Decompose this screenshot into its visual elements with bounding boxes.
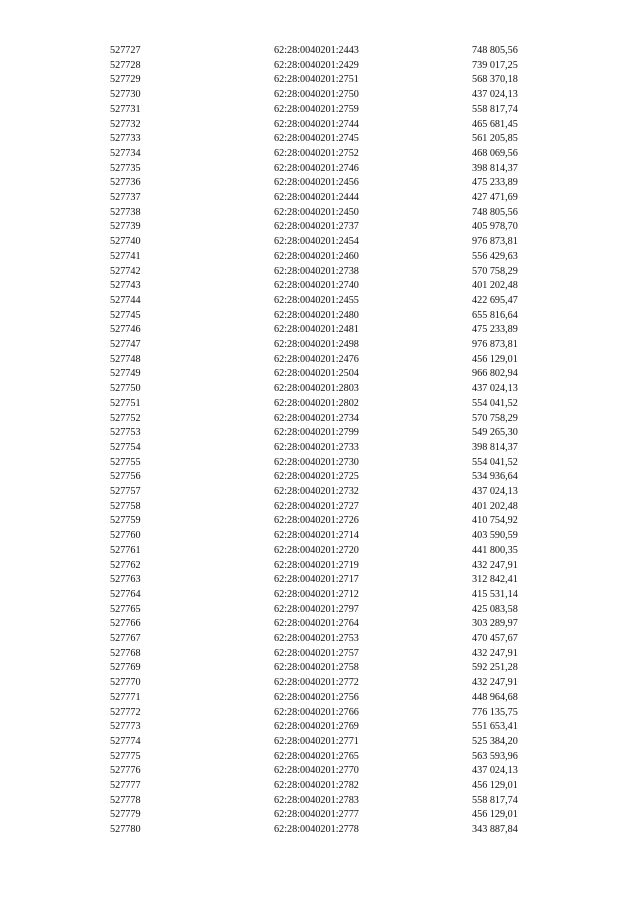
cadastral-value: 312 842,41 — [472, 574, 518, 586]
row-number: 527728 — [110, 59, 141, 71]
row-number: 527738 — [110, 206, 141, 218]
table-row — [0, 588, 640, 603]
table-row — [0, 603, 640, 618]
cadastral-number: 62:28:0040201:2758 — [274, 662, 359, 674]
row-number: 527741 — [110, 250, 141, 262]
cadastral-number: 62:28:0040201:2744 — [274, 118, 359, 130]
row-number: 527736 — [110, 177, 141, 189]
row-number: 527776 — [110, 765, 141, 777]
cadastral-number: 62:28:0040201:2740 — [274, 280, 359, 292]
row-number: 527769 — [110, 662, 141, 674]
cadastral-value: 776 135,75 — [472, 706, 518, 718]
cadastral-value: 403 590,59 — [472, 530, 518, 542]
cadastral-value: 976 873,81 — [472, 339, 518, 350]
cadastral-value: 554 041,52 — [472, 456, 518, 468]
cadastral-value: 563 593,96 — [472, 750, 518, 762]
row-number: 527759 — [110, 515, 141, 527]
cadastral-value: 558 817,74 — [472, 103, 518, 115]
cadastral-value: 465 681,45 — [472, 118, 518, 130]
row-number: 527780 — [110, 824, 141, 836]
row-number: 527752 — [110, 412, 141, 424]
table-row — [0, 559, 640, 574]
cadastral-number: 62:28:0040201:2771 — [274, 735, 359, 747]
cadastral-number: 62:28:0040201:2476 — [274, 353, 359, 365]
row-number: 527734 — [110, 147, 141, 159]
row-number: 527774 — [110, 735, 141, 747]
cadastral-number: 62:28:0040201:2455 — [274, 294, 359, 306]
table-row — [0, 573, 640, 588]
table-row — [0, 470, 640, 485]
table-row — [0, 294, 640, 309]
table-row — [0, 456, 640, 471]
cadastral-number: 62:28:0040201:2799 — [274, 427, 359, 439]
table-row — [0, 265, 640, 280]
cadastral-number: 62:28:0040201:2765 — [274, 750, 359, 762]
table-row — [0, 485, 640, 500]
row-number: 527760 — [110, 530, 141, 542]
row-number: 527756 — [110, 471, 141, 483]
cadastral-value: 655 816,64 — [472, 309, 518, 321]
table-row — [0, 191, 640, 206]
row-number: 527764 — [110, 588, 141, 600]
cadastral-value: 592 251,28 — [472, 662, 518, 674]
table-row — [0, 162, 640, 177]
table-row — [0, 279, 640, 294]
row-number: 527770 — [110, 677, 141, 689]
cadastral-number: 62:28:0040201:2757 — [274, 647, 359, 659]
cadastral-number: 62:28:0040201:2783 — [274, 794, 359, 806]
cadastral-number: 62:28:0040201:2751 — [274, 74, 359, 86]
cadastral-number: 62:28:0040201:2746 — [274, 162, 359, 174]
cadastral-number: 62:28:0040201:2734 — [274, 412, 359, 424]
cadastral-value: 401 202,48 — [472, 280, 518, 292]
table-row — [0, 706, 640, 721]
cadastral-number: 62:28:0040201:2745 — [274, 133, 359, 145]
cadastral-number: 62:28:0040201:2733 — [274, 441, 359, 453]
row-number: 527775 — [110, 750, 141, 762]
table-row — [0, 73, 640, 88]
cadastral-value: 456 129,01 — [472, 780, 518, 791]
row-number: 527737 — [110, 192, 141, 203]
cadastral-value: 398 814,37 — [472, 162, 518, 174]
cadastral-number: 62:28:0040201:2480 — [274, 309, 359, 321]
cadastral-value: 415 531,14 — [472, 588, 518, 600]
cadastral-value: 437 024,13 — [472, 765, 518, 777]
table-row — [0, 500, 640, 515]
table-row — [0, 720, 640, 735]
table-row — [0, 647, 640, 662]
cadastral-number: 62:28:0040201:2730 — [274, 456, 359, 468]
cadastral-value: 437 024,13 — [472, 486, 518, 497]
table-row — [0, 147, 640, 162]
cadastral-number: 62:28:0040201:2460 — [274, 250, 359, 262]
table-row — [0, 250, 640, 265]
cadastral-value: 570 758,29 — [472, 265, 518, 277]
row-number: 527748 — [110, 353, 141, 365]
cadastral-number: 62:28:0040201:2753 — [274, 633, 359, 644]
table-row — [0, 220, 640, 235]
row-number: 527745 — [110, 309, 141, 321]
row-number: 527779 — [110, 809, 141, 821]
row-number: 527744 — [110, 294, 141, 306]
cadastral-value: 401 202,48 — [472, 500, 518, 512]
table-row — [0, 691, 640, 706]
row-number: 527773 — [110, 721, 141, 733]
row-number: 527766 — [110, 618, 141, 630]
cadastral-value: 534 936,64 — [472, 471, 518, 483]
table-row — [0, 132, 640, 147]
row-number: 527778 — [110, 794, 141, 806]
table-row — [0, 808, 640, 823]
row-number: 527746 — [110, 324, 141, 336]
cadastral-value: 437 024,13 — [472, 383, 518, 395]
cadastral-value: 441 800,35 — [472, 544, 518, 556]
table-row — [0, 764, 640, 779]
row-number: 527743 — [110, 280, 141, 292]
cadastral-number: 62:28:0040201:2782 — [274, 780, 359, 791]
table-row — [0, 735, 640, 750]
cadastral-value: 456 129,01 — [472, 809, 518, 821]
row-number: 527742 — [110, 265, 141, 277]
table-row — [0, 441, 640, 456]
cadastral-number: 62:28:0040201:2769 — [274, 721, 359, 733]
table-row — [0, 632, 640, 647]
table-row — [0, 661, 640, 676]
cadastral-value: 748 805,56 — [472, 206, 518, 218]
row-number: 527765 — [110, 603, 141, 615]
table-row — [0, 676, 640, 691]
table-row — [0, 544, 640, 559]
cadastral-value: 561 205,85 — [472, 133, 518, 145]
cadastral-number: 62:28:0040201:2450 — [274, 206, 359, 218]
row-number: 527754 — [110, 441, 141, 453]
cadastral-number: 62:28:0040201:2714 — [274, 530, 359, 542]
cadastral-value: 432 247,91 — [472, 677, 518, 689]
row-number: 527750 — [110, 383, 141, 395]
cadastral-number: 62:28:0040201:2727 — [274, 500, 359, 512]
table-row — [0, 323, 640, 338]
row-number: 527767 — [110, 633, 141, 644]
cadastral-number: 62:28:0040201:2712 — [274, 588, 359, 600]
cadastral-value: 432 247,91 — [472, 559, 518, 571]
table-row — [0, 794, 640, 809]
row-number: 527747 — [110, 339, 141, 350]
cadastral-number: 62:28:0040201:2766 — [274, 706, 359, 718]
cadastral-number: 62:28:0040201:2429 — [274, 59, 359, 71]
cadastral-number: 62:28:0040201:2802 — [274, 397, 359, 409]
row-number: 527751 — [110, 397, 141, 409]
cadastral-value: 475 233,89 — [472, 324, 518, 336]
cadastral-value: 427 471,69 — [472, 192, 518, 203]
cadastral-value: 966 802,94 — [472, 368, 518, 380]
table-row — [0, 88, 640, 103]
table-row — [0, 206, 640, 221]
table-row — [0, 235, 640, 250]
row-number: 527735 — [110, 162, 141, 174]
cadastral-value: 554 041,52 — [472, 397, 518, 409]
cadastral-value: 976 873,81 — [472, 236, 518, 248]
cadastral-value: 468 069,56 — [472, 147, 518, 159]
cadastral-value: 448 964,68 — [472, 691, 518, 703]
cadastral-value: 398 814,37 — [472, 441, 518, 453]
row-number: 527733 — [110, 133, 141, 145]
row-number: 527740 — [110, 236, 141, 248]
cadastral-number: 62:28:0040201:2738 — [274, 265, 359, 277]
table-row — [0, 617, 640, 632]
row-number: 527762 — [110, 559, 141, 571]
row-number: 527749 — [110, 368, 141, 380]
row-number: 527731 — [110, 103, 141, 115]
cadastral-number: 62:28:0040201:2726 — [274, 515, 359, 527]
cadastral-value: 570 758,29 — [472, 412, 518, 424]
cadastral-value: 470 457,67 — [472, 633, 518, 644]
cadastral-value: 456 129,01 — [472, 353, 518, 365]
row-number: 527739 — [110, 221, 141, 233]
cadastral-number: 62:28:0040201:2456 — [274, 177, 359, 189]
table-row — [0, 779, 640, 794]
cadastral-value: 525 384,20 — [472, 735, 518, 747]
cadastral-number: 62:28:0040201:2778 — [274, 824, 359, 836]
cadastral-number: 62:28:0040201:2717 — [274, 574, 359, 586]
table-row — [0, 529, 640, 544]
table-row — [0, 382, 640, 397]
cadastral-value: 475 233,89 — [472, 177, 518, 189]
table-row — [0, 397, 640, 412]
cadastral-number: 62:28:0040201:2720 — [274, 544, 359, 556]
cadastral-value: 739 017,25 — [472, 59, 518, 71]
table-row — [0, 750, 640, 765]
table-row — [0, 338, 640, 353]
cadastral-number: 62:28:0040201:2759 — [274, 103, 359, 115]
row-number: 527771 — [110, 691, 141, 703]
table-row — [0, 367, 640, 382]
cadastral-value: 549 265,30 — [472, 427, 518, 439]
cadastral-value: 558 817,74 — [472, 794, 518, 806]
row-number: 527761 — [110, 544, 141, 556]
row-number: 527768 — [110, 647, 141, 659]
table-row — [0, 309, 640, 324]
cadastral-number: 62:28:0040201:2504 — [274, 368, 359, 380]
row-number: 527729 — [110, 74, 141, 86]
cadastral-value: 556 429,63 — [472, 250, 518, 262]
cadastral-value: 425 083,58 — [472, 603, 518, 615]
cadastral-number: 62:28:0040201:2770 — [274, 765, 359, 777]
cadastral-number: 62:28:0040201:2764 — [274, 618, 359, 630]
cadastral-value: 432 247,91 — [472, 647, 518, 659]
cadastral-number: 62:28:0040201:2772 — [274, 677, 359, 689]
table-row — [0, 176, 640, 191]
row-number: 527758 — [110, 500, 141, 512]
row-number: 527777 — [110, 780, 141, 791]
cadastral-value: 405 978,70 — [472, 221, 518, 233]
cadastral-number: 62:28:0040201:2454 — [274, 236, 359, 248]
cadastral-number: 62:28:0040201:2481 — [274, 324, 359, 336]
table-row — [0, 823, 640, 838]
cadastral-number: 62:28:0040201:2498 — [274, 339, 359, 350]
cadastral-value: 343 887,84 — [472, 824, 518, 836]
cadastral-value: 568 370,18 — [472, 74, 518, 86]
table-row — [0, 118, 640, 133]
cadastral-value: 410 754,92 — [472, 515, 518, 527]
cadastral-number: 62:28:0040201:2737 — [274, 221, 359, 233]
cadastral-number: 62:28:0040201:2750 — [274, 89, 359, 101]
cadastral-number: 62:28:0040201:2732 — [274, 486, 359, 497]
cadastral-value: 422 695,47 — [472, 294, 518, 306]
cadastral-value: 748 805,56 — [472, 45, 518, 56]
cadastral-number: 62:28:0040201:2725 — [274, 471, 359, 483]
row-number: 527730 — [110, 89, 141, 101]
cadastral-value: 303 289,97 — [472, 618, 518, 630]
table-row — [0, 426, 640, 441]
table-row — [0, 514, 640, 529]
table-row — [0, 44, 640, 59]
cadastral-number: 62:28:0040201:2797 — [274, 603, 359, 615]
cadastral-number: 62:28:0040201:2719 — [274, 559, 359, 571]
cadastral-number: 62:28:0040201:2444 — [274, 192, 359, 203]
row-number: 527732 — [110, 118, 141, 130]
table-row — [0, 59, 640, 74]
cadastral-number: 62:28:0040201:2752 — [274, 147, 359, 159]
row-number: 527755 — [110, 456, 141, 468]
cadastral-value: 551 653,41 — [472, 721, 518, 733]
row-number: 527772 — [110, 706, 141, 718]
cadastral-number: 62:28:0040201:2803 — [274, 383, 359, 395]
row-number: 527763 — [110, 574, 141, 586]
table-row — [0, 353, 640, 368]
table-row — [0, 412, 640, 427]
cadastral-number: 62:28:0040201:2443 — [274, 45, 359, 56]
cadastral-number: 62:28:0040201:2756 — [274, 691, 359, 703]
cadastral-value: 437 024,13 — [472, 89, 518, 101]
cadastral-number: 62:28:0040201:2777 — [274, 809, 359, 821]
row-number: 527753 — [110, 427, 141, 439]
row-number: 527757 — [110, 486, 141, 497]
table-row — [0, 103, 640, 118]
row-number: 527727 — [110, 45, 141, 56]
